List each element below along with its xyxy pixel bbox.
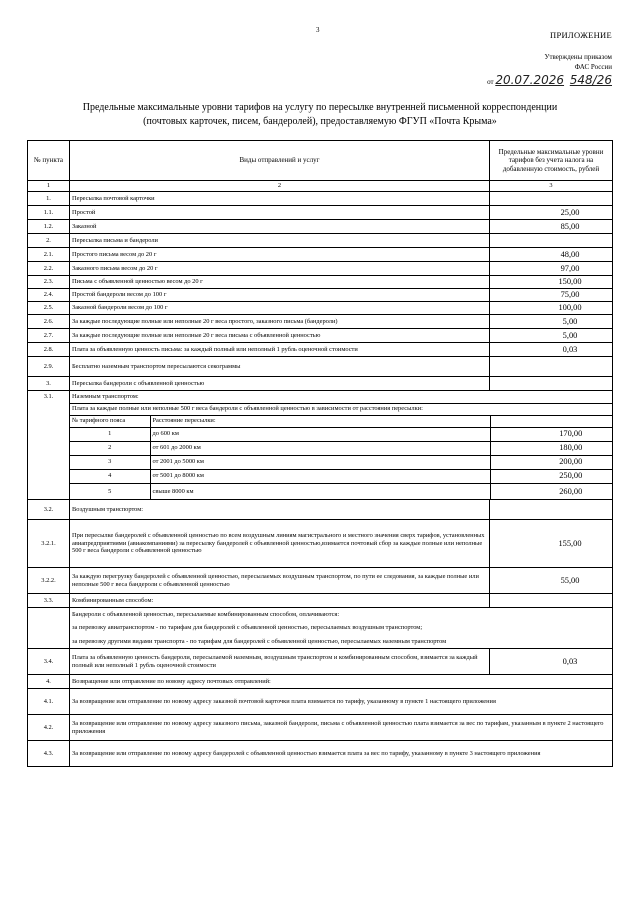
row-price: 48,00 xyxy=(490,248,613,262)
zone-price: 170,00 xyxy=(490,427,613,441)
approved-line-2: ФАС России xyxy=(574,63,612,71)
row-num: 2.6. xyxy=(28,315,70,329)
table-row xyxy=(28,234,613,248)
row-text: Заказной бандероли весом до 100 г xyxy=(70,302,490,315)
table-row xyxy=(28,262,613,276)
approval-header xyxy=(487,30,612,87)
row-num: 2.1. xyxy=(28,248,70,262)
row-num: 3.4. xyxy=(28,649,70,675)
row-text: Простой xyxy=(70,206,490,220)
row-num: 4.3. xyxy=(28,741,70,767)
table-row xyxy=(28,357,613,377)
table-row xyxy=(28,377,613,391)
row-num: 2.4. xyxy=(28,289,70,302)
zone-distance: от 2001 до 5000 км xyxy=(150,455,490,469)
zone-number: 2 xyxy=(70,441,150,455)
row-num: 3.2.2. xyxy=(28,568,70,594)
row-num: 2.3. xyxy=(28,276,70,289)
table-row xyxy=(28,568,613,594)
row-price: 150,00 xyxy=(490,276,613,289)
row-price: 55,00 xyxy=(490,568,613,594)
row-num: 3.3. xyxy=(28,594,70,608)
row-text: За возвращение или отправление по новому адресу заказного письма, заказной бандероли, письма с объявленной ценностью плата взимается за вес по тарифам, указанным в пункте 2 настоящего приложения xyxy=(70,715,613,741)
table-row xyxy=(28,594,613,608)
table-row xyxy=(28,689,613,715)
row-num: 2.9. xyxy=(28,357,70,377)
table-row xyxy=(28,715,613,741)
row-text: Возвращение или отправление по новому адресу почтовых отправлений: xyxy=(70,675,613,689)
zone-distance: свыше 8000 км xyxy=(150,483,490,499)
distance-header: Расстояние пересылки: xyxy=(150,415,490,427)
row-num: 3.2.1. xyxy=(28,520,70,568)
row-text: Заказного письма весом до 20 г xyxy=(70,262,490,276)
handwritten-order-number: 548/26 xyxy=(569,73,612,87)
row-num: 4.2. xyxy=(28,715,70,741)
table-row xyxy=(28,741,613,767)
row-num: 1. xyxy=(28,192,70,206)
zone-distance: до 600 км xyxy=(150,427,490,441)
row-text: Простой бандероли весом до 100 г xyxy=(70,289,490,302)
zone-price: 260,00 xyxy=(490,483,613,499)
zone-row xyxy=(70,427,613,441)
table-row xyxy=(28,329,613,343)
row-num: 2. xyxy=(28,234,70,248)
combined-sub-1: Бандероли с объявленной ценностью, пересылаемые комбинированным способом, оплачиваются: xyxy=(72,611,340,618)
table-row xyxy=(28,675,613,689)
document-title xyxy=(60,101,580,129)
appendix-label: ПРИЛОЖЕНИЕ xyxy=(550,30,612,40)
row-num: 3.1. xyxy=(28,391,70,500)
title-line-1: Предельные максимальные уровни тарифов на услугу по пересылке внутренней письменной корреспонденции xyxy=(82,102,558,113)
order-date-line xyxy=(487,73,612,87)
approved-by-block xyxy=(487,52,612,72)
row-text: Письма с объявленной ценностью весом до 20 г xyxy=(70,276,490,289)
table-row xyxy=(28,289,613,302)
col-index-1: 1 xyxy=(28,181,70,192)
combined-sub-3: за перевозку другими видами транспорта - по тарифам для бандеролей с объявленной ценностью, пересылаемых наземным транспортом xyxy=(72,637,447,645)
row-text: Простого письма весом до 20 г xyxy=(70,248,490,262)
column-index-row xyxy=(28,181,613,192)
table-row xyxy=(28,220,613,234)
row-price: 25,00 xyxy=(490,206,613,220)
date-prefix: от xyxy=(487,78,494,86)
row-price: 0,03 xyxy=(490,649,613,675)
table-row xyxy=(28,248,613,262)
col-index-2: 2 xyxy=(70,181,490,192)
row-text: Плата за объявленную ценность бандероли, пересылаемой наземным, воздушным транспортом и комбинированным способом, взимается за каждый полный или неполный 1 рубль оценочной стоимости xyxy=(70,649,490,675)
table-row xyxy=(28,500,613,520)
row-text: За возвращение или отправление по новому адресу бандеролей с объявленной ценностью взимается плата за вес по тарифу, указанному в пункте 3 настоящего приложения xyxy=(70,741,613,767)
zone-price: 200,00 xyxy=(490,455,613,469)
zone-number: 1 xyxy=(70,427,150,441)
row-text: Пересылка бандероли с объявленной ценностью xyxy=(70,377,490,391)
zone-number: 5 xyxy=(70,483,150,499)
approved-line-1: Утверждены приказом xyxy=(544,53,612,61)
table-row xyxy=(28,315,613,329)
page-number: 3 xyxy=(316,26,320,34)
zone-row xyxy=(70,455,613,469)
table-row xyxy=(28,206,613,220)
tariff-table xyxy=(27,140,613,767)
row-price: 155,00 xyxy=(490,520,613,568)
zone-number: 4 xyxy=(70,469,150,483)
row-text: За каждую перегрузку бандеролей с объявленной ценностью, пересылаемых воздушным транспортом, по пути ее следования, за каждые полные или неполные 500 г веса бандероли с объявленной ценностью xyxy=(70,568,490,594)
row-text: За каждые последующие полные или неполные 20 г веса простого, заказного письма (бандероли) xyxy=(70,315,490,329)
row-text: Пересылка почтовой карточки xyxy=(70,192,490,206)
zone-row xyxy=(70,483,613,499)
header-num: № пункта xyxy=(28,141,70,181)
row-price: 100,00 xyxy=(490,302,613,315)
row-num: 1.1. xyxy=(28,206,70,220)
row-num: 2.7. xyxy=(28,329,70,343)
row-num: 4. xyxy=(28,675,70,689)
row-num: 2.2. xyxy=(28,262,70,276)
table-row xyxy=(28,192,613,206)
zone-row xyxy=(70,441,613,455)
row-text: Пересылка письма и бандероли xyxy=(70,234,490,248)
header-price: Предельные максимальные уровни тарифов без учета налога на добавленную стоимость, рублей xyxy=(490,141,613,181)
row-text: За каждые последующие полные или неполные 20 г веса письма с объявленной ценностью xyxy=(70,329,490,343)
table-row xyxy=(28,520,613,568)
combined-transport-details xyxy=(28,608,613,649)
row-price: 5,00 xyxy=(490,329,613,343)
row-price: 5,00 xyxy=(490,315,613,329)
row-num: 1.2. xyxy=(28,220,70,234)
combined-sub-2: за перевозку авиатранспортом - по тарифам для бандеролей с объявленной ценностью, пересылаемых воздушным транспортом; xyxy=(72,624,423,632)
table-header-row xyxy=(28,141,613,181)
zone-number: 3 xyxy=(70,455,150,469)
row-price: 97,00 xyxy=(490,262,613,276)
row-num: 3.2. xyxy=(28,500,70,520)
zone-price: 180,00 xyxy=(490,441,613,455)
zone-distance: от 601 до 2000 км xyxy=(150,441,490,455)
col-index-3: 3 xyxy=(490,181,613,192)
row-text: Бесплатно наземным транспортом пересылаются секограммы xyxy=(70,357,490,377)
handwritten-date: 20.07.2026 xyxy=(495,73,565,87)
table-row xyxy=(28,343,613,357)
zone-price: 250,00 xyxy=(490,469,613,483)
row-text: Плата за объявленную ценность письма: за каждый полный или неполный 1 рубль оценочной стоимости xyxy=(70,343,490,357)
ground-transport-block xyxy=(28,391,613,500)
row-price: 75,00 xyxy=(490,289,613,302)
zone-distance: от 5001 до 8000 км xyxy=(150,469,490,483)
table-row xyxy=(28,302,613,315)
ground-transport-label: Наземным транспортом: xyxy=(70,391,613,403)
row-num: 2.8. xyxy=(28,343,70,357)
row-text: Комбинированным способом: xyxy=(70,594,490,608)
row-num: 4.1. xyxy=(28,689,70,715)
ground-transport-sub: Плата за каждые полные или неполные 500 г веса бандероли с объявленной ценностью в зависимости от расстояния пересылки: xyxy=(70,403,613,415)
zone-subtable xyxy=(70,391,613,499)
row-price: 85,00 xyxy=(490,220,613,234)
row-text: Воздушным транспортом: xyxy=(70,500,490,520)
table-row xyxy=(28,276,613,289)
header-type: Виды отправлений и услуг xyxy=(70,141,490,181)
row-text: За возвращение или отправление по новому адресу заказной почтовой карточки плата взимается по тарифу, указанному в пункте 1 настоящего приложения xyxy=(70,689,613,715)
row-num: 3. xyxy=(28,377,70,391)
row-price: 0,03 xyxy=(490,343,613,357)
row-text: При пересылке бандеролей с объявленной ценностью по всем воздушным линиям магистрального и местного значения сверх тарифов, установленных авиапредприятиями (авиакомпаниями) за пересылку бандеролей с объявленной ценностью,взимается почтовый сбор за каждые полные или неполные 500 г веса бандероли с объявленной ценностью xyxy=(70,520,490,568)
zone-header: № тарифного пояса xyxy=(70,415,150,427)
zone-row xyxy=(70,469,613,483)
table-row xyxy=(28,649,613,675)
row-num: 2.5. xyxy=(28,302,70,315)
title-line-2: (почтовых карточек, писем, бандеролей), предоставляемую ФГУП «Почта Крыма» xyxy=(143,116,497,127)
row-text: Заказной xyxy=(70,220,490,234)
